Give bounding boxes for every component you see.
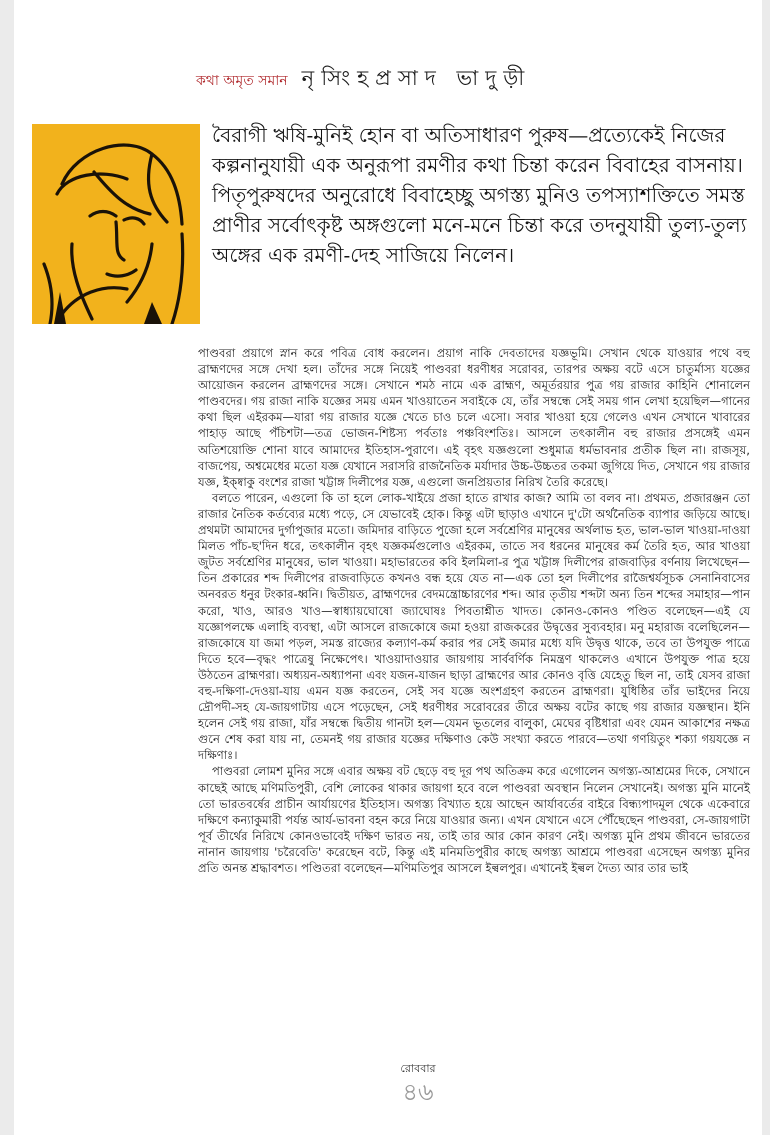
body-paragraph: পাণ্ডবরা প্রয়াগে স্নান করে পবিত্র বোধ করলেন। প্রয়াগ নাকি দেবতাদের যজ্ঞভূমি। সেখান থেকে যাওয়ার পথে বহু ব্রাহ্মণদের সঙ্গে দেখা হল। তাঁদের সঙ্গে নিয়েই পাণ্ডবরা ধরণীধর সরোবর, তারপর অক্ষয় বটে এসে চাতুর্মাস্য যজ্ঞের আয়োজন করলেন ব্রাহ্মণদের সঙ্গে। সেখানে শমঠ নামে এক ব্রাহ্মণ, অমূর্তরয়ার পুত্র গয় রাজার কাহিনি শোনালেন পাণ্ডবদের। গয় রাজা নাকি যজ্ঞের সময় এমন খাওয়াতেন সবাইকে যে, তাঁর সম্বন্ধে সেই সময় গান লেখা হয়েছিল—গানের কথা ছিল এইরকম—যারা গয় রাজার যজ্ঞে খেতে চাও চলে এসো। সবার খাওয়া হয়ে গেলেও এখন সেখানে খাবারের পাহাড় আছে পঁচিশটা—তত্র ভোজন-শিষ্টস্য পর্বতাঃ পঞ্চবিংশতিঃ। আসলে তৎকালীন বহু রাজার প্রসঙ্গেই এমন অতিশয়োক্তি শোনা যাবে আমাদের ইতিহাস-পুরাণে। এই বৃহৎ যজ্ঞগুলো শুধুমাত্র ধর্মভাবনার প্রতীক ছিল না। রাজসূয়, বাজপেয়, অশ্বমেধের মতো যজ্ঞ যেখানে সরাসরি রাজনৈতিক মর্যাদার উচ্চ-উচ্চতর তকমা জুগিয়ে দিত, সেখানে গয় রাজার যজ্ঞ, ইক্ষ্বাকু বংশের রাজা খট্টাঙ্গ দিলীপের যজ্ঞ, এগুলো জনপ্রিয়তার নিরিখ তৈরি করেছে। — [198, 346, 750, 489]
body-paragraph: পাণ্ডবরা লোমশ মুনির সঙ্গে এবার অক্ষয় বট ছেড়ে বহু দূর পথ অতিক্রম করে এগোলেন অগস্ত্য-আশ্রমের দিকে, সেখানে কাছেই আছে মণিমতিপুরী, বেশি লোকের থাকার জায়গা হবে বলে পাণ্ডবরা অবস্থান নিলেন সেখানেই। অগস্ত্য মুনি মানেই তো ভারতবর্ষের প্রাচীন আর্যায়ণের ইতিহাস। অগস্ত্য বিখ্যাত হয়ে আছেন আর্যাবর্তের বাইরে বিন্ধ্যপাদমূল থেকে একেবারে দক্ষিণে কন্যাকুমারী পর্যন্ত আর্য-ভাবনা বহন করে নিয়ে যাওয়ার জন্য। এখন যেখানে এসে পৌঁছেছেন পাণ্ডবরা, সে-জায়গাটা পূর্ব তীর্থের নিরিখে কোনওভাবেই দক্ষিণ ভারত নয়, তাই তার আর কোন কারণ নেই। অগস্ত্য মুনি প্রথম জীবনে ভারতের নানান জায়গায় 'চরৈবেতি' করেছেন বটে, কিন্তু এই মনিমতিপুরীর কাছে অগস্ত্য আশ্রমে পাণ্ডবরা এসেছেন অগস্ত্য মুনির প্রতি অনন্ত শ্রদ্ধাবশত। পণ্ডিতরা বলেছেন—মণিমতিপুর আসলে ইল্বলপুর। এখানেই ইল্বল দৈত্য আর তার ভাই — [198, 764, 750, 875]
series-title: কথা অমৃত সমান — [196, 73, 288, 89]
body-paragraph: বলতে পারেন, এগুলো কি তা হলে লোক-খাইয়ে প্রজা হাতে রাখার কাজ? আমি তা বলব না। প্রথমত, প্রজারঞ্জন তো রাজার নৈতিক কর্তব্যের মধ্যে পড়ে, সে যেভাবেই হোক। কিন্তু এটা ছাড়াও এখানে দু'টো অর্থনৈতিক ব্যাপার জড়িয়ে আছে। প্রথমটা আমাদের দুর্গাপুজার মতো। জমিদার বাড়িতে পুজো হলে সর্বশ্রেণির মানুষের অর্থলাভ হত, ভাল-ভাল খাওয়া-দাওয়া মিলত পাঁচ-ছ'দিন ধরে, তৎকালীন বৃহৎ যজ্ঞকর্মগুলোও এইরকম, তাতে সব ধরনের মানুষের কর্ম তৈরি হত, আর খাওয়া জুটত সর্বশ্রেণির মানুষের, ভাল খাওয়া। মহাভারতের কবি ইলমিলা-র পুত্র খট্টাঙ্গ দিলীপের রাজবাড়ির বর্ণনায় লিখেছেন—তিন প্রকারের শব্দ দিলীপের রাজবাড়িতে কখনও বন্ধ হয়ে যেত না—এক তো হল দিলীপের রাজৈশ্বর্যসূচক সেনানিবাসের অনবরত ধনুর টংকার-ধ্বনি। দ্বিতীয়ত, ব্রাহ্মণদের বেদমন্ত্রোচ্চারণের শব্দ। আর তৃতীয় শব্দটা অন্য তিন শব্দের সমাহার—পান করো, খাও, আরও খাও—স্বাধ্যায়ঘোষো জ্যাঘোষঃ পিবতাশ্নীত খাদত। কোনও-কোনও পণ্ডিত বলেছেন—এই যে যজ্ঞোপলক্ষে এলাহি ব্যবস্থা, এটা আসলে রাজকোষে জমা হওয়া রাজকরের উদ্বৃত্তের সুব্যবহার। মনু মহারাজ বলেছিলেন—রাজকোষে যা জমা পড়ল, সমস্ত রাজ্যের কল্যাণ-কর্ম করার পর সেই জমার মধ্যে যদি উদ্বৃত্ত থাকে, তবে তা উপযুক্ত পাত্রে দিতে হবে—বৃদ্ধং পাত্রেষু নিক্ষেপেৎ। খাওয়াদাওয়ার জায়গায় সার্ববর্ণিক নিমন্ত্রণ থাকলেও এখানে উপযুক্ত পাত্র হয়ে উঠতেন ব্রাহ্মণরা। অধ্যয়ন-অধ্যাপনা এবং যজন-যাজন ছাড়া ব্রাহ্মণের আর কোনও বৃত্তি যেহেতু ছিল না, তাই যেসব রাজা বহু-দক্ষিণা-দেওয়া-যায় এমন যজ্ঞ করতেন, সেই সব যজ্ঞে অংশগ্রহণ করতেন ব্রাহ্মণরা। যুধিষ্ঠির তাঁর ভাইদের নিয়ে দ্রৌপদী-সহ যে-জায়গাটায় এসে পড়েছেন, সেই ধরণীধর সরোবরের তীরে অক্ষয় বটের কাছে গয় রাজার যজ্ঞস্থান। ইনি হলেন সেই গয় রাজা, যাঁর সম্বন্ধে দ্বিতীয় গানটা হল—যেমন ভূতলের বালুকা, মেঘের বৃষ্টিধারা এবং যেমন আকাশের নক্ষত্র গুনে শেষ করা যায় না, তেমনই গয় রাজার যজ্ঞের দক্ষিণাও কেউ সংখ্যা করতে পারবে—তথা গণয়িতুং শক্যা গয়যজ্ঞে ন দক্ষিণাঃ। — [198, 490, 750, 763]
author-name: নৃসিংহপ্রসাদ ভাদুড়ী — [301, 66, 532, 90]
intro-paragraph: বৈরাগী ঋষি-মুনিই হোন বা অতিসাধারণ পুরুষ—প্রত্যেকেই নিজের কল্পনানুযায়ী এক অনুরূপা রমণীর কথা চিন্তা করেন বিবাহের বাসনায়। পিতৃপুরুষদের অনুরোধে বিবাহেচ্ছু অগস্ত্য মুনিও তপস্যাশক্তিতে সমস্ত প্রাণীর সর্বোৎকৃষ্ট অঙ্গগুলো মনে-মনে চিন্তা করে তদনুযায়ী তুল্য-তুল্য অঙ্গের এক রমণী-দেহ সাজিয়ে নিলেন। — [212, 123, 747, 267]
magazine-name: রোববার — [400, 1062, 436, 1075]
magazine-page — [14, 0, 762, 1135]
illustration-woman-portrait — [32, 124, 200, 324]
page-footer — [378, 1060, 458, 1105]
page-number: ৪৬ — [402, 1078, 434, 1106]
column-header — [196, 62, 531, 92]
article-body — [198, 345, 750, 876]
